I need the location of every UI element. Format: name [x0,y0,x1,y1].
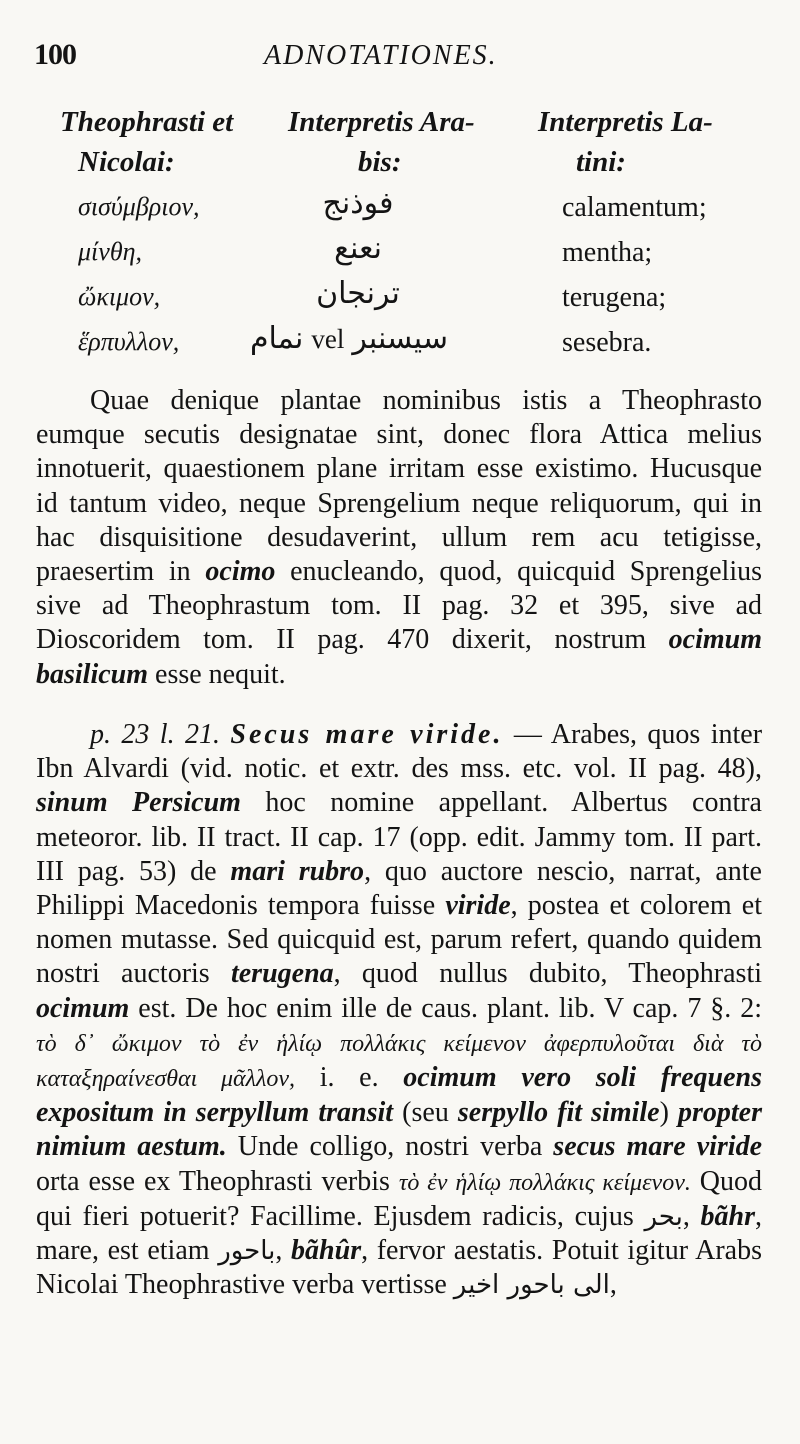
column-heading-theophrastus: Theophrasti et Nicolai: [60,106,234,178]
glossary-row [0,278,800,323]
column-heading-arab-interpreter: Interpretis Ara- bis: [288,106,475,178]
arabic-phrase: الى باحور اخير [453,1270,610,1301]
greek-term: μίνθη, [78,237,142,266]
greek-quotation: τὸ δ᾽ ὤκιμον τὸ ἐν ἡλίῳ πολλάκις κείμενον ἀφερπυλοῦται διὰ τὸ καταξηραίνεσθαι μᾶλλον, [36,1030,762,1093]
arabic-term-primary: سيسنبر [352,321,448,356]
arabic-term-separator: vel [311,324,345,354]
paragraph-secus-mare-viride: p. 23 l. 21. Secus mare viride. — Arabes, quos inter Ibn Alvardi (vid. notic. et extr. des mss. etc. vol. II pag. 48), sinum Persicum hoc nomine appellant. Albertus contra meteoror. lib. II tract. II cap. 17 (opp. edit. Jammy tom. II part. III pag. 53) de mari rubro, quo auctore nescio, narrat, ante Philippi Macedonis tempora fuisse viride, postea et colorem et nomen mutasse. Sed quicquid est, parum refert, quando quidem nostri auctoris terugena, quod nullus dubito, Theophrasti ocimum est. De hoc enim ille de caus. plant. lib. V cap. 7 §. 2: τὸ δ᾽ ὤκιμον τὸ ἐν ἡλίῳ πολλάκις κείμενον ἀφερπυλοῦται διὰ τὸ καταξηραίνεσθαι μᾶλλον, i. e. ocimum vero soli frequens expositum in serpyllum transit (seu serpyllo fit simile) propter nimium aestum. Unde colligo, nostri verba secus mare viride orta esse ex Theophrasti verbis τὸ ἐν ἡλίῳ πολλάκις κείμενον. Quod qui fieri potuerit? Facillime. Ejusdem radicis, cujus بحر, ba͂hr, mare, est etiam باحور, ba͂hûr, fervor aestatis. Potuit igitur Arabs Nicolai Theophrastive verba vertisse الى باحور اخير, [36,719,763,1301]
glossary-row [0,188,800,233]
column-heading-latin-interpreter: Interpretis La- tini: [538,106,713,178]
latin-term: mentha; [562,237,653,268]
plant-name-glossary [0,188,800,368]
running-head: ADNOTATIONES. [264,40,498,71]
latin-term: calamentum; [562,192,707,223]
arabic-word-bahr: بحر [644,1201,683,1232]
paragraph-plant-identification: Quae denique plantae nominibus istis a Theophrasto eumque secutis designatae sint, donec flora Attica melius innotuerit, quaestionem plane irritam esse existimo. Hucusque id tantum video, neque Sprengelium neque reliquorum, qui in hac disquisitione desudaverint, ullum rem acu tetigisse, praesertim in ocimo enucleando, quod, quicquid Sprengelius sive ad Theophrastum tom. II pag. 32 et 395, sive ad Dioscoridem tom. II pag. 470 dixerit, nostrum ocimum basilicum esse nequit. [36,385,762,690]
page-number: 100 [34,38,76,71]
arabic-term: نعنع [334,231,382,266]
term-ocimo: ocimo [205,556,276,588]
greek-term: σισύμβριον, [78,192,200,221]
arabic-term: ترنجان [316,276,400,311]
arabic-word-bahur: باحور [218,1236,276,1267]
arabic-term-alternate: نمام [249,321,304,356]
arabic-term: فوذنج [322,186,394,221]
latin-term: sesebra. [562,327,652,358]
glossary-row [0,233,800,278]
greek-term: ἕρπυλλον, [78,327,180,356]
latin-quotation: ocimum vero soli frequens expositum in serpyllum transit [36,1062,762,1129]
lemma: Secus mare viride. [230,719,504,750]
line-reference: p. 23 l. 21. [90,719,220,750]
glossary-row [0,323,800,368]
page-header [34,38,760,78]
greek-term: ὤκιμον, [78,282,161,311]
greek-quotation-short: τὸ ἐν ἡλίῳ πολλάκις κείμενον. [398,1169,691,1196]
term-ocimum-basilicum: ocimum basilicum [36,624,762,690]
latin-term: terugena; [562,282,667,313]
arabic-term [249,321,448,356]
